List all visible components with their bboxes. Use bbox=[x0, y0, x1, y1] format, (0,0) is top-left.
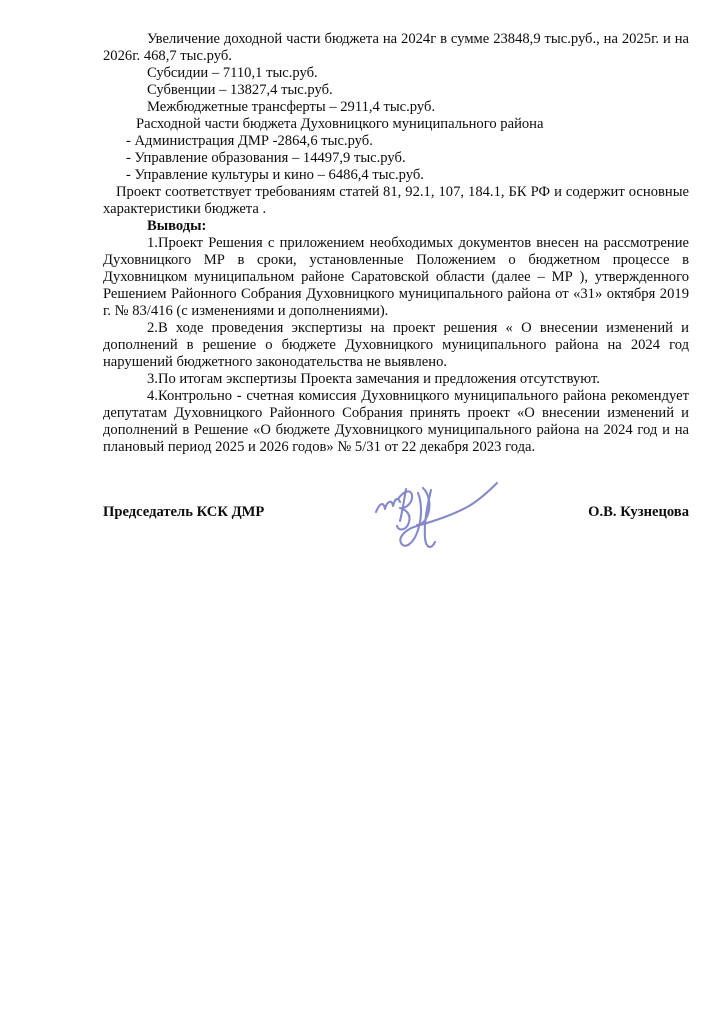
paragraph-subventions: Субвенции – 13827,4 тыс.руб. bbox=[147, 82, 333, 98]
signature-block bbox=[103, 504, 689, 521]
conclusion-item-3: 3.По итогам экспертизы Проекта замечания и предложения отсутствуют. bbox=[147, 371, 600, 387]
list-item-administration: - Администрация ДМР -2864,6 тыс.руб. bbox=[126, 133, 373, 149]
paragraph-income-increase: Увеличение доходной части бюджета на 2024г в сумме 23848,9 тыс.руб., на 2025г. и на 2026г. 468,7 тыс.руб. bbox=[103, 31, 689, 64]
paragraph-compliance: Проект соответствует требованиям статей 81, 92.1, 107, 184.1, БК РФ и содержит основные характеристики бюджета . bbox=[103, 184, 689, 217]
signatory-name: О.В. Кузнецова bbox=[588, 504, 689, 520]
signature-image bbox=[371, 476, 503, 558]
conclusion-item-1: 1.Проект Решения с приложением необходимых документов внесен на рассмотрение Духовницкого МР в сроки, установленные Положением о бюджетном процессе в Духовницком муниципальном районе Саратовской области (далее – МР ), утвержденного Решением Районного Собрания Духовницкого муниципального района от «31» октября 2019 г. № 83/416 (с изменениями и дополнениями). bbox=[103, 235, 689, 319]
conclusions-heading: Выводы: bbox=[147, 218, 207, 234]
paragraph-interbudget-transfers: Межбюджетные трансферты – 2911,4 тыс.руб. bbox=[147, 99, 436, 115]
list-item-culture-department: - Управление культуры и кино – 6486,4 тыс.руб. bbox=[126, 167, 424, 183]
document-body bbox=[103, 31, 689, 521]
paragraph-expenditure-heading: Расходной части бюджета Духовницкого муниципального района bbox=[136, 116, 544, 132]
signature-title: Председатель КСК ДМР bbox=[103, 504, 265, 520]
list-item-education-department: - Управление образования – 14497,9 тыс.руб. bbox=[126, 150, 406, 166]
conclusion-item-4: 4.Контрольно - счетная комиссия Духовницкого муниципального района рекомендует депутатам Духовницкого Районного Собрания принять проект «О внесении изменений и дополнений в Решение «О бюджете Духовницкого муниципального района на 2024 год и на плановый период 2025 и 2026 годов» № 5/31 от 22 декабря 2023 года. bbox=[103, 388, 689, 455]
paragraph-subsidies: Субсидии – 7110,1 тыс.руб. bbox=[147, 65, 318, 81]
conclusion-item-2: 2.В ходе проведения экспертизы на проект решения « О внесении изменений и дополнений в решение о бюджете Духовницкого муниципального района на 2024 год нарушений бюджетного законодательства не выявлено. bbox=[103, 320, 689, 370]
